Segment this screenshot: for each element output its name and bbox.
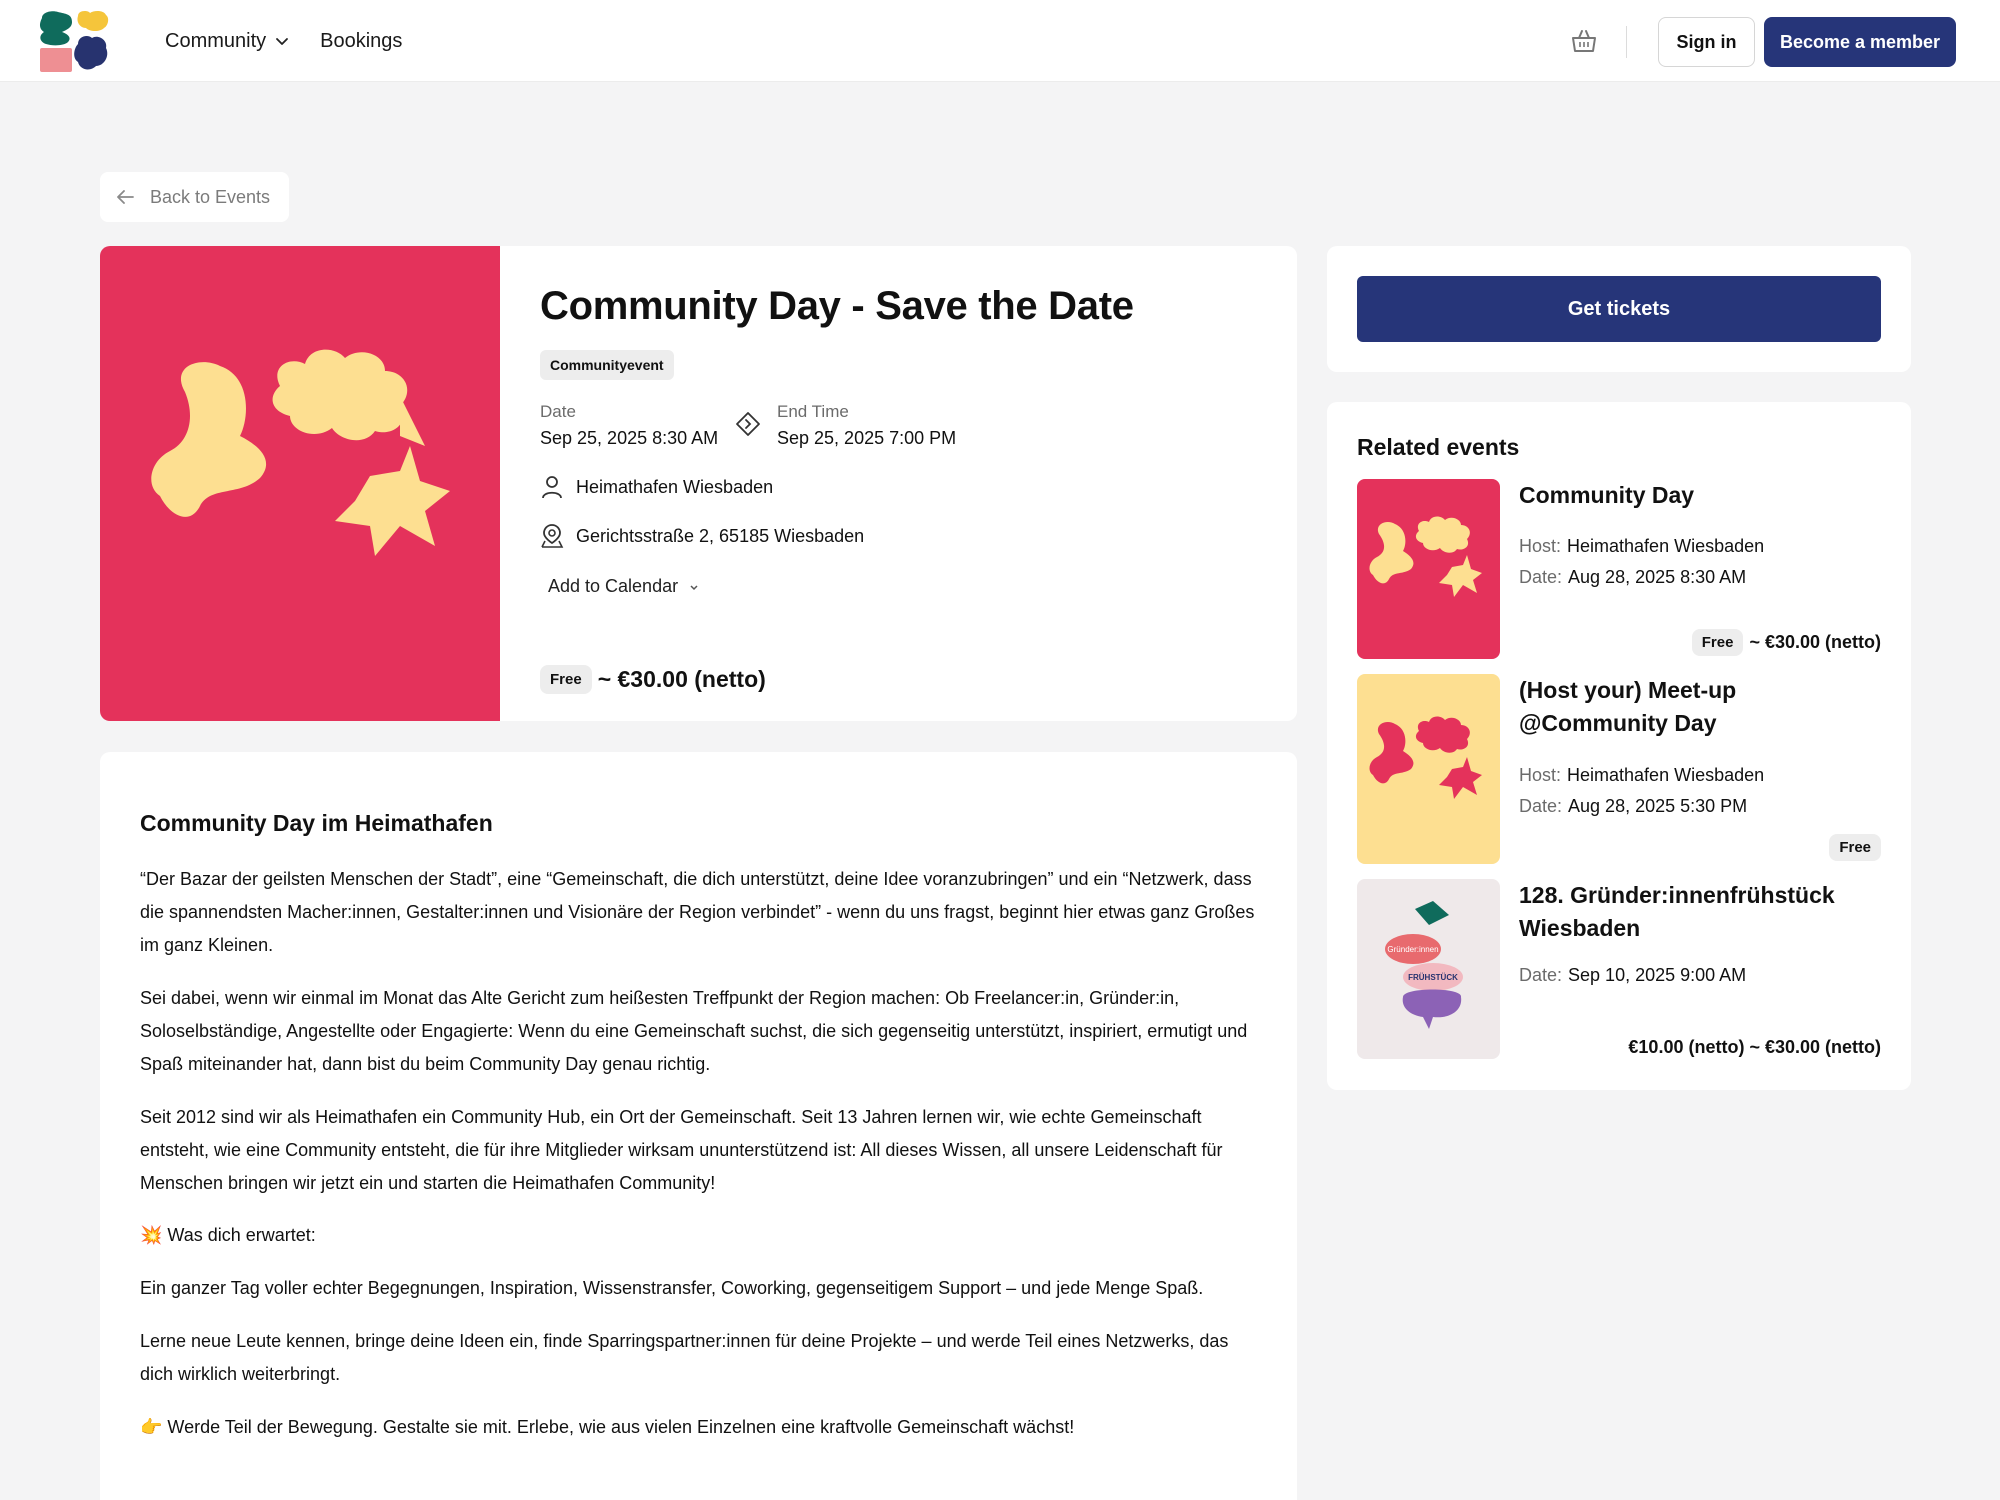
chevron-down-icon <box>688 581 700 593</box>
related-event-price <box>1829 834 1881 861</box>
related-event-item[interactable] <box>1357 879 1881 1059</box>
date-label: Date: <box>1519 796 1563 816</box>
host-value: Heimathafen Wiesbaden <box>1567 765 1765 785</box>
related-events-card <box>1327 402 1911 1090</box>
event-title: Community Day - Save the Date <box>540 284 1134 328</box>
description-heading: Community Day im Heimathafen <box>140 810 493 836</box>
location-pin-icon <box>540 523 564 549</box>
description-paragraph: Lerne neue Leute kennen, bringe deine Ideen ein, finde Sparringspartner:innen für deine Projekte – und werde Teil eines Netzwerks, das dich wirklich weiterbringt. <box>140 1331 1229 1384</box>
header-divider <box>1626 26 1627 58</box>
related-event-date <box>1519 965 1746 986</box>
host-value: Heimathafen Wiesbaden <box>1567 536 1765 556</box>
description-paragraph: Sei dabei, wenn wir einmal im Monat das Alte Gericht zum heißesten Treffpunkt der Region machen: Ob Freelancer:in, Gründer:in, Soloselbständige, Angestellte oder Engagierte: Wenn du eine Gemeinschaft suchst, die sich gegenseitig unterstützt, inspiriert, ermutigt und Spaß miteinander hat, dann bist du beim Community Day genau richtig. <box>140 988 1248 1074</box>
event-artwork <box>100 246 500 721</box>
add-to-calendar-label: Add to Calendar <box>548 576 679 596</box>
related-event-thumbnail <box>1357 479 1500 659</box>
basket-icon[interactable] <box>1570 27 1598 55</box>
description-paragraph: “Der Bazar der geilsten Menschen der Stadt”, eine “Gemeinschaft, die dich unterstützt, deine Idee voranzubringen” und ein “Netzwerk, dass die spannendsten Macher:innen, Gestalter:innen und Visionäre der Region verbindet” - wenn du uns fragst, beginnt hier etwas ganz Großes im ganz Kleinen. <box>140 869 1255 955</box>
chevron-down-icon <box>274 33 290 49</box>
free-badge: Free <box>1829 834 1881 861</box>
main-nav <box>165 0 402 82</box>
related-event-thumbnail <box>1357 674 1500 864</box>
nav-community-label: Community <box>165 29 267 52</box>
description-card <box>100 752 1297 1500</box>
heimathafen-logo[interactable] <box>38 10 112 74</box>
price-text: ~ €30.00 (netto) <box>1749 632 1881 652</box>
description-paragraph: 👉 Werde Teil der Bewegung. Gestalte sie mit. Erlebe, wie aus vielen Einzelnen eine kraftvolle Gemeinschaft wächst! <box>140 1417 1075 1437</box>
related-event-thumbnail <box>1357 879 1500 1059</box>
date-value: Aug 28, 2025 8:30 AM <box>1568 567 1747 587</box>
date-label: Date: <box>1519 965 1563 985</box>
host-row <box>540 474 773 500</box>
free-badge: Free <box>1692 629 1744 656</box>
related-event-item[interactable] <box>1357 479 1881 659</box>
date-value: Sep 25, 2025 8:30 AM <box>540 428 719 448</box>
sign-in-button[interactable]: Sign in <box>1658 17 1755 67</box>
thumb-text: Gründer:innen <box>1387 945 1439 954</box>
thumb-text: FRÜHSTÜCK <box>1408 973 1458 982</box>
related-event-item[interactable] <box>1357 674 1881 864</box>
event-info <box>540 246 1297 721</box>
top-header <box>0 0 2000 82</box>
become-member-button[interactable]: Become a member <box>1764 17 1956 67</box>
related-event-name: 128. Gründer:innenfrühstück Wiesbaden <box>1519 882 1835 941</box>
back-label: Back to Events <box>150 186 271 207</box>
related-event-price <box>1628 1037 1881 1058</box>
related-event-name: (Host your) Meet-up @Community Day <box>1519 677 1737 736</box>
end-time-value: Sep 25, 2025 7:00 PM <box>777 428 957 448</box>
related-event-host <box>1519 536 1764 557</box>
related-events-title: Related events <box>1357 434 1520 460</box>
related-event-name: Community Day <box>1519 482 1695 508</box>
back-to-events-button[interactable] <box>100 172 289 222</box>
event-price <box>540 665 766 694</box>
date-label: Date: <box>1519 567 1563 587</box>
nav-bookings[interactable] <box>320 30 402 53</box>
price-text: ~ €30.00 (netto) <box>597 666 766 692</box>
host-label: Host: <box>1519 536 1562 556</box>
event-card <box>100 246 1297 721</box>
related-event-date <box>1519 567 1746 588</box>
event-tag: Communityevent <box>540 350 674 380</box>
host-label: Host: <box>1519 765 1562 785</box>
date-label: Date <box>540 402 576 421</box>
host-name: Heimathafen Wiesbaden <box>576 476 774 497</box>
event-image <box>100 246 500 721</box>
nav-bookings-label: Bookings <box>320 29 403 52</box>
nav-community[interactable] <box>165 30 290 53</box>
ticket-card <box>1327 246 1911 372</box>
related-event-date <box>1519 796 1747 817</box>
add-to-calendar-dropdown[interactable] <box>548 576 700 597</box>
free-badge: Free <box>540 665 592 694</box>
related-event-host <box>1519 765 1764 786</box>
description-paragraph: 💥 Was dich erwartet: <box>140 1225 316 1245</box>
date-value: Sep 10, 2025 9:00 AM <box>1568 965 1747 985</box>
address-text: Gerichtsstraße 2, 65185 Wiesbaden <box>576 525 865 546</box>
end-time-label: End Time <box>777 402 849 421</box>
arrow-left-icon <box>114 186 136 208</box>
related-event-price <box>1692 629 1881 656</box>
get-tickets-button[interactable]: Get tickets <box>1357 276 1881 342</box>
description-paragraph: Ein ganzer Tag voller echter Begegnungen, Inspiration, Wissenstransfer, Coworking, gegenseitigem Support – und jede Menge Spaß. <box>140 1278 1204 1298</box>
date-value: Aug 28, 2025 5:30 PM <box>1568 796 1748 816</box>
price-text: €10.00 (netto) ~ €30.00 (netto) <box>1628 1037 1881 1057</box>
user-icon <box>540 474 564 500</box>
end-time-icon <box>734 410 762 438</box>
address-row <box>540 523 864 549</box>
description-paragraph: Seit 2012 sind wir als Heimathafen ein Community Hub, ein Ort der Gemeinschaft. Seit 13 Jahren lernen wir, wie echte Gemeinschaft entsteht, wie eine Community entsteht, die für ihre Mitglieder wirksam ununterstützend ist: All dieses Wissen, all unsere Leidenschaft für Menschen bringen wir jetzt ein und starten die Heimathafen Community! <box>140 1107 1223 1193</box>
